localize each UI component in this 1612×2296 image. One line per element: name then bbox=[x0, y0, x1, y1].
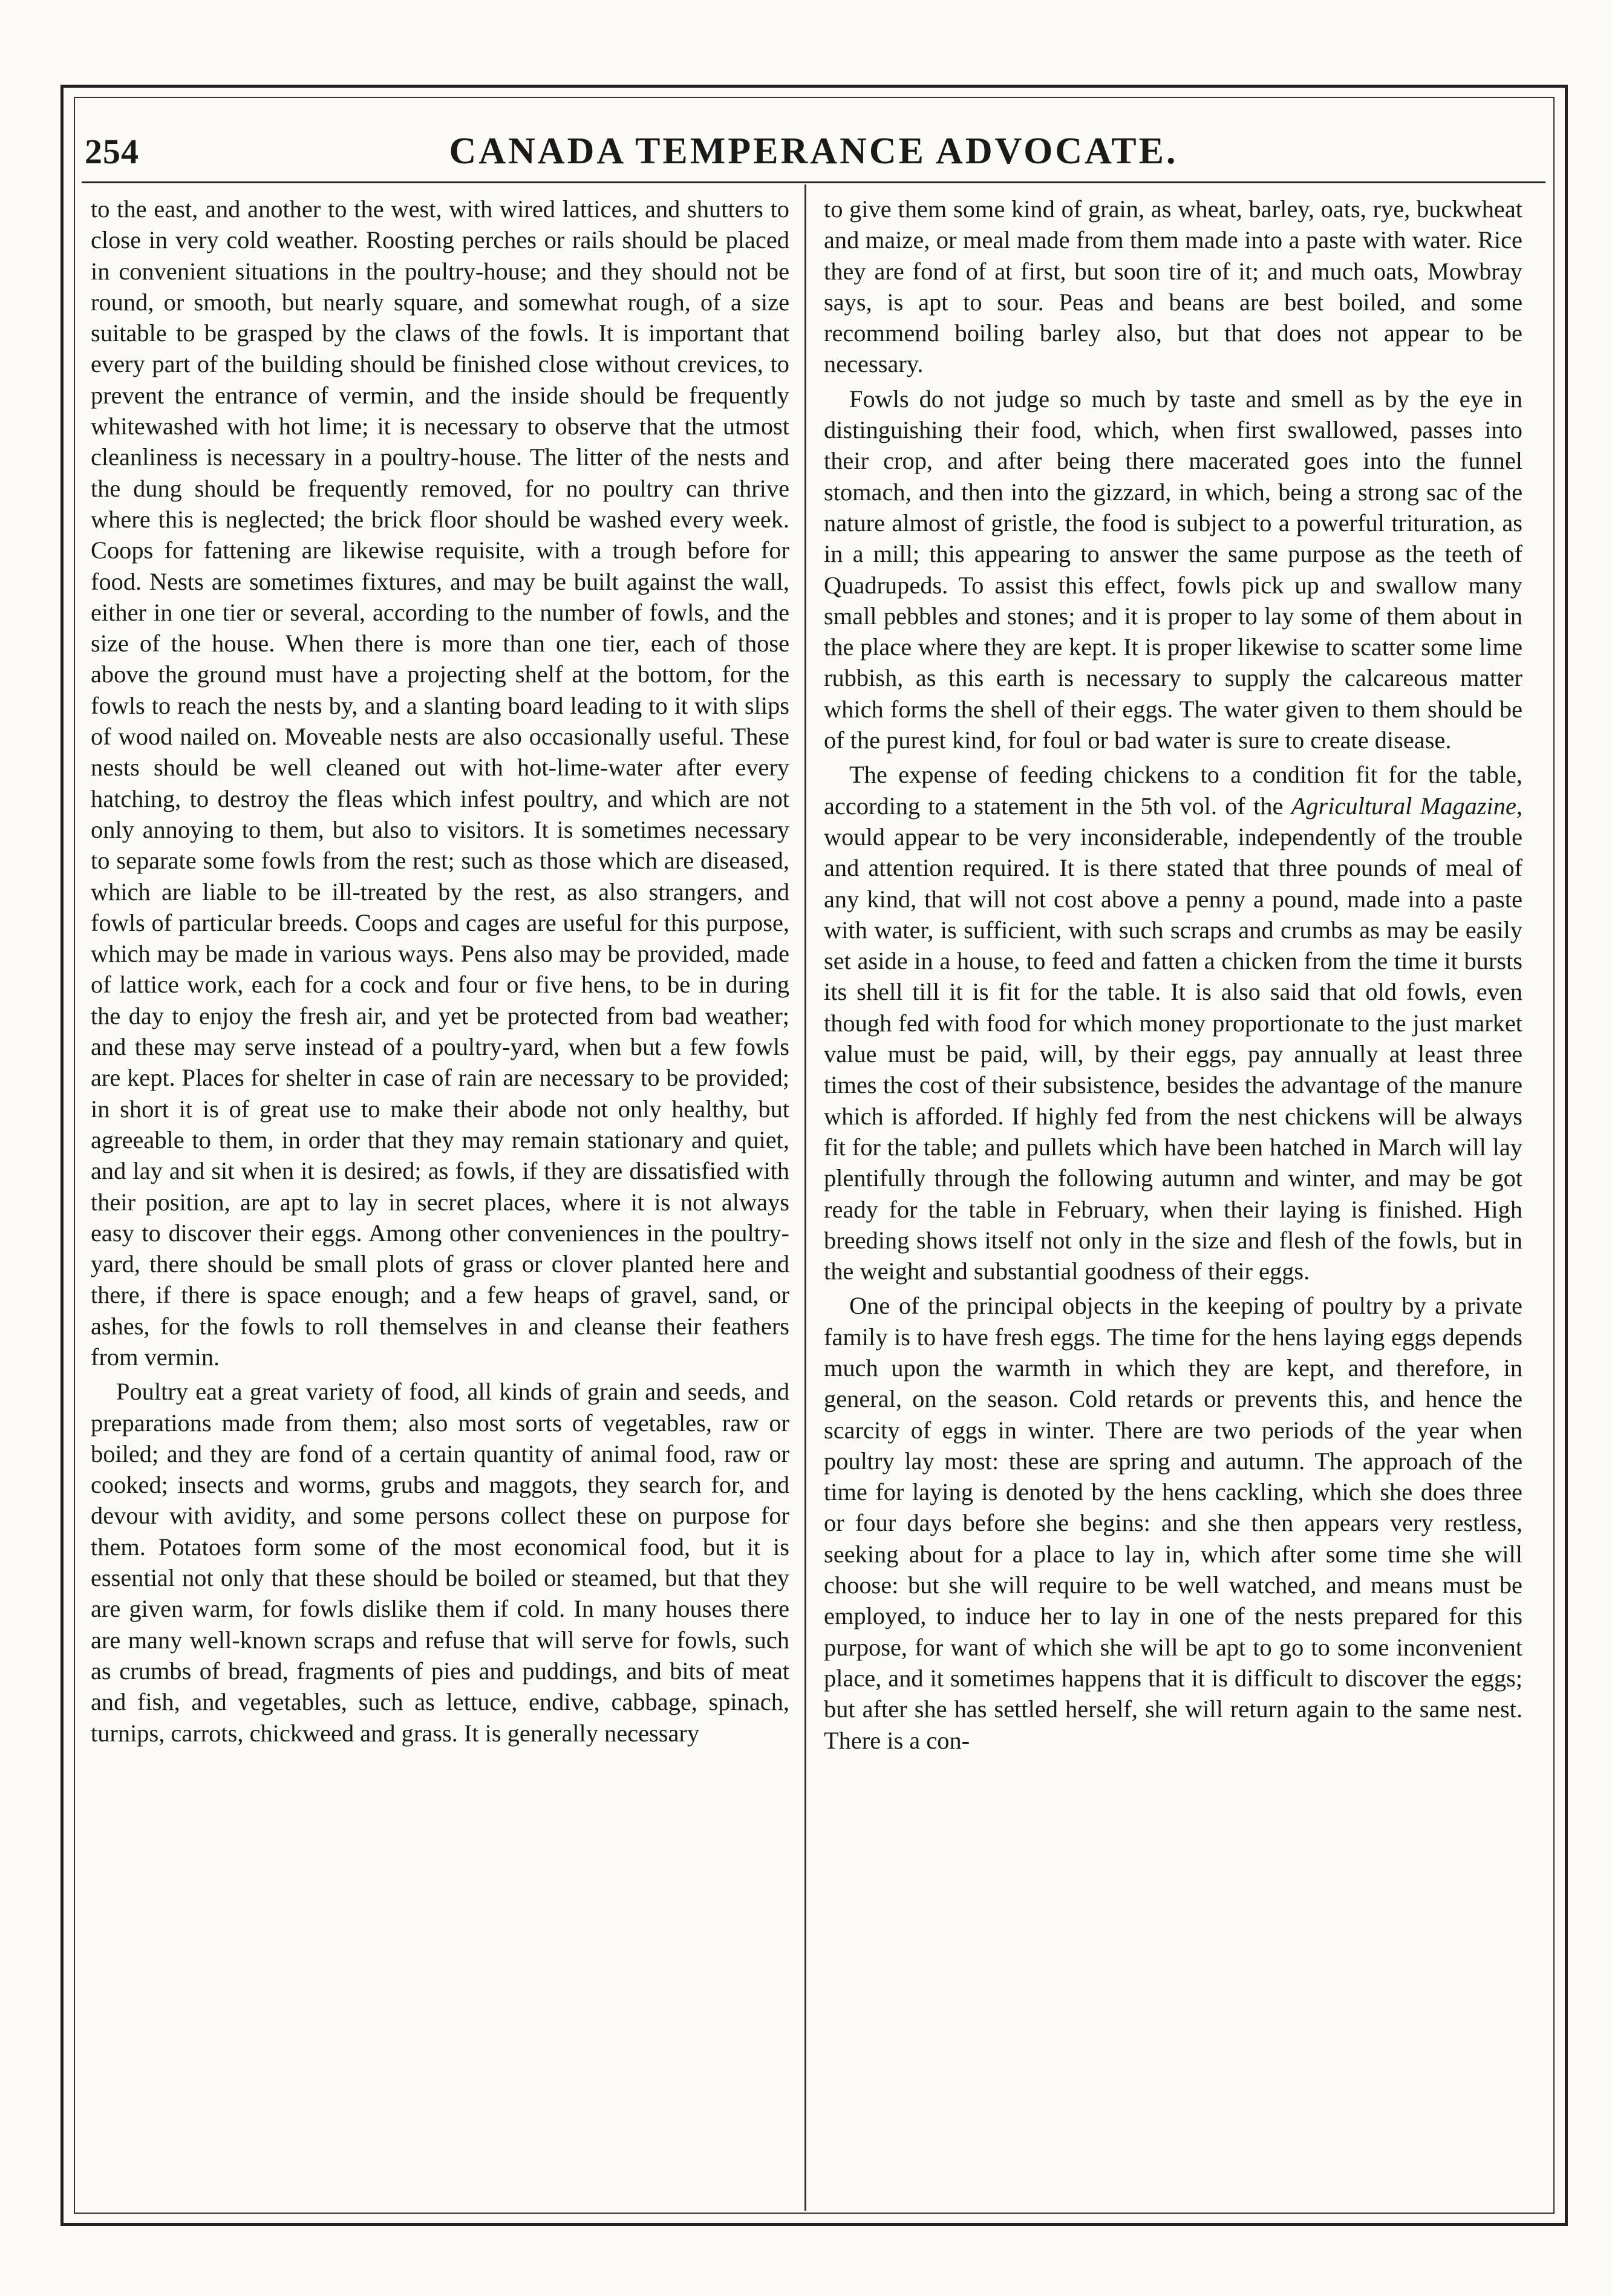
paragraph: Poultry eat a great variety of food, all kinds of grain and seeds, and preparations made from them; also most sorts of vegetables, raw or boiled; and they are fond of a certain quantity of animal food, raw or cooked; insects and worms, grubs and maggots, they search for, and devour with avidity, and some persons collect these on purpose for them. Potatoes form some of the most economical food, but it is essential not only that these should be boiled or steamed, but that they are given warm, for fowls dislike them if cold. In many houses there are many well-known scraps and refuse that will serve for fowls, such as crumbs of bread, fragments of pies and puddings, and bits of meat and fish, and vegetables, such as lettuce, endive, cabbage, spinach, turnips, carrots, chickweed and grass. It is generally necessary bbox=[91, 1378, 789, 1747]
paragraph-text: , would appear to be very inconsiderable, independently of the trouble and attention required. It is there stated that three pounds of meal of any kind, that will not cost above a penny a pound, made into a paste with water, is sufficient, with such scraps and crumbs as may be easily set aside in a house, to feed and fatten a chicken from the time it bursts its shell till it is fit for the table. It is also said that old fowls, even though fed with food for which money proportionate to the just market value must be paid, will, by their eggs, pay annually at least three times the cost of their subsistence, besides the advantage of the manure which is afforded. If highly fed from the nest chickens will be always fit for the table; and pullets which have been hatched in March will lay plentifully through the following autumn and winter, and may be got ready for the table in February, when their laying is finished. High breeding shows itself not only in the size and flesh of the fowls, but in the weight and substantial goodness of their eggs. bbox=[824, 792, 1522, 1285]
right-column bbox=[824, 194, 1522, 2190]
magazine-title: Agricultural Magazine bbox=[1291, 792, 1516, 820]
paragraph bbox=[824, 759, 1522, 1287]
page-number: 254 bbox=[85, 131, 139, 171]
page-header bbox=[85, 121, 1542, 181]
paragraph: to the east, and another to the west, with wired lattices, and shutters to close in very cold weather. Roosting perches or rails should be placed in convenient situations in the poultry-house; and they should not be round, or smooth, but nearly square, and somewhat rough, of a size suitable to be grasped by the claws of the fowls. It is important that every part of the building should be finished close without crevices, to prevent the entrance of vermin, and the inside should be frequently whitewashed with hot lime; it is necessary to observe that the utmost cleanliness is necessary in a poultry-house. The litter of the nests and the dung should be frequently removed, for no poultry can thrive where this is neglected; the brick floor should be washed every week. Coops for fattening are likewise requisite, with a trough before for food. Nests are sometimes fixtures, and may be built against the wall, either in one tier or several, according to the number of fowls, and the size of the house. When there is more than one tier, each of those above the ground must have a projecting shelf at the bottom, for the fowls to reach the nests by, and a slanting board leading to it with slips of wood nailed on. Moveable nests are also occasionally useful. These nests should be well cleaned out with hot-lime-water after every hatching, to destroy the fleas which infest poultry, and which are not only annoying to them, but also to visitors. It is sometimes necessary to separate some fowls from the rest; such as those which are diseased, which are liable to be ill-treated by the rest, as also strangers, and fowls of particular breeds. Coops and cages are useful for this purpose, which may be made in various ways. Pens also may be provided, made of lattice work, each for a cock and four or five hens, to be in during the day to enjoy the fresh air, and yet be protected from bad weather; and these may serve instead of a poultry-yard, when but a few fowls are kept. Places for shelter in case of rain are necessary to be provided; in short it is of great use to make their abode not only healthy, but agreeable to them, in order that they may remain stationary and quiet, and lay and sit when it is desired; as fowls, if they are dissatisfied with their position, are apt to lay in secret places, where it is not always easy to discover their eggs. Among other conveniences in the poultry-yard, there should be small plots of grass or clover planted here and there, if there is space enough; and a few heaps of gravel, sand, or ashes, for the fowls to roll themselves in and cleanse their feathers from vermin. bbox=[91, 195, 789, 1371]
column-divider bbox=[804, 184, 806, 2211]
left-column bbox=[91, 194, 789, 2190]
paragraph: One of the principal objects in the keeping of poultry by a private family is to have fresh eggs. The time for the hens laying eggs depends much upon the warmth in which they are kept, and therefore, in general, on the season. Cold retards or prevents this, and hence the scarcity of eggs in winter. There are two periods of the year when poultry lay most: these are spring and autumn. The approach of the time for laying is denoted by the hens cackling, which she does three or four days before she begins: and she then appears very restless, seeking about for a place to lay in, which after some time she will choose: but she will require to be well watched, and means must be employed, to induce her to lay in one of the nests prepared for this purpose, for want of which she will be apt to go to some inconvenient place, and it sometimes happens that it is difficult to discover the eggs; but after she has settled herself, she will return again to the same nest. There is a con- bbox=[824, 1292, 1522, 1754]
paragraph-text: The expense of feeding chickens to a condition fit for the table, according to a statement in the 5th vol. of the bbox=[824, 761, 1522, 820]
running-title: CANADA TEMPERANCE ADVOCATE. bbox=[449, 130, 1178, 172]
paragraph: Fowls do not judge so much by taste and smell as by the eye in distinguishing their food, which, when first swallowed, passes into their crop, and after being there macerated goes into the funnel stomach, and then into the gizzard, in which, being a strong sac of the nature almost of gristle, the food is subject to a powerful trituration, as in a mill; this appearing to answer the same purpose as the teeth of Quadrupeds. To assist this effect, fowls pick up and swallow many small pebbles and stones; and it is proper to lay some of them about in the place where they are kept. It is proper likewise to scatter some lime rubbish, as this earth is necessary to supply the calcareous matter which forms the shell of their eggs. The water given to them should be of the purest kind, for foul or bad water is sure to create disease. bbox=[824, 385, 1522, 754]
paragraph: to give them some kind of grain, as wheat, barley, oats, rye, buckwheat and maize, or meal made from them made into a paste with water. Rice they are fond of at first, but soon tire of it; and much oats, Mowbray says, is apt to sour. Peas and beans are best boiled, and some recommend boiling barley also, but that does not appear to be necessary. bbox=[824, 195, 1522, 378]
header-rule bbox=[82, 181, 1545, 183]
